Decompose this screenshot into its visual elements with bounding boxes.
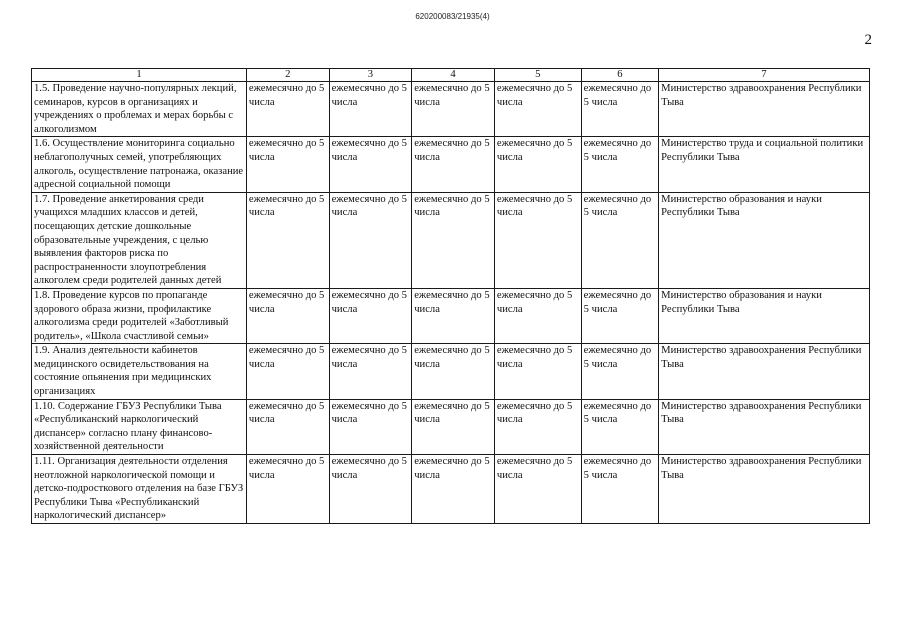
page-number: 2 [864, 32, 872, 48]
table-row [32, 137, 870, 192]
column-header: 3 [329, 69, 412, 82]
term-cell: ежемесячно до 5 числа [246, 399, 329, 454]
term-cell: ежемесячно до 5 числа [412, 399, 495, 454]
term-cell: ежемесячно до 5 числа [581, 344, 658, 399]
responsible-cell: Министерство здравоохранения Республики Тыва [659, 82, 870, 137]
term-cell: ежемесячно до 5 числа [329, 137, 412, 192]
term-cell: ежемесячно до 5 числа [329, 344, 412, 399]
table-row [32, 288, 870, 343]
term-cell: ежемесячно до 5 числа [494, 82, 581, 137]
term-cell: ежемесячно до 5 числа [581, 192, 658, 288]
term-cell: ежемесячно до 5 числа [329, 455, 412, 524]
term-cell: ежемесячно до 5 числа [581, 455, 658, 524]
responsible-cell: Министерство образования и науки Республики Тыва [659, 192, 870, 288]
activity-cell: 1.7. Проведение анкетирования среди учащихся младших классов и детей, посещающих детские дошкольные образовательные учреждения, с целью выявления факторов риска по распространенности злоупотребления алкоголем среди родителей данных детей [32, 192, 247, 288]
responsible-cell: Министерство здравоохранения Республики Тыва [659, 455, 870, 524]
term-cell: ежемесячно до 5 числа [246, 288, 329, 343]
term-cell: ежемесячно до 5 числа [494, 344, 581, 399]
table-row [32, 192, 870, 288]
term-cell: ежемесячно до 5 числа [412, 288, 495, 343]
column-header: 2 [246, 69, 329, 82]
term-cell: ежемесячно до 5 числа [246, 137, 329, 192]
term-cell: ежемесячно до 5 числа [494, 399, 581, 454]
term-cell: ежемесячно до 5 числа [581, 288, 658, 343]
term-cell: ежемесячно до 5 числа [412, 344, 495, 399]
column-header: 6 [581, 69, 658, 82]
table-row [32, 399, 870, 454]
responsible-cell: Министерство труда и социальной политики Республики Тыва [659, 137, 870, 192]
term-cell: ежемесячно до 5 числа [329, 82, 412, 137]
column-header: 4 [412, 69, 495, 82]
column-header: 7 [659, 69, 870, 82]
term-cell: ежемесячно до 5 числа [494, 192, 581, 288]
term-cell: ежемесячно до 5 числа [494, 288, 581, 343]
table-row [32, 82, 870, 137]
table-row [32, 455, 870, 524]
term-cell: ежемесячно до 5 числа [246, 192, 329, 288]
responsible-cell: Министерство здравоохранения Республики Тыва [659, 344, 870, 399]
activity-cell: 1.11. Организация деятельности отделения неотложной наркологической помощи и детско-подросткового отделения на базе ГБУЗ Республики Тыва «Республиканский наркологический диспансер» [32, 455, 247, 524]
term-cell: ежемесячно до 5 числа [581, 399, 658, 454]
document-id: 620200083/21935(4) [415, 12, 490, 21]
table-row [32, 344, 870, 399]
activity-schedule-table [31, 68, 870, 524]
column-header: 1 [32, 69, 247, 82]
term-cell: ежемесячно до 5 числа [329, 192, 412, 288]
term-cell: ежемесячно до 5 числа [329, 399, 412, 454]
column-header: 5 [494, 69, 581, 82]
activity-cell: 1.8. Проведение курсов по пропаганде здорового образа жизни, профилактике алкоголизма среди родителей «Заботливый родитель», «Школа счастливой семьи» [32, 288, 247, 343]
term-cell: ежемесячно до 5 числа [246, 82, 329, 137]
term-cell: ежемесячно до 5 числа [329, 288, 412, 343]
activity-cell: 1.5. Проведение научно-популярных лекций, семинаров, курсов в организациях и учреждениях о проблемах и мерах борьбы с алкоголизмом [32, 82, 247, 137]
responsible-cell: Министерство образования и науки Республики Тыва [659, 288, 870, 343]
term-cell: ежемесячно до 5 числа [412, 192, 495, 288]
column-number-row [32, 69, 870, 82]
term-cell: ежемесячно до 5 числа [494, 137, 581, 192]
term-cell: ежемесячно до 5 числа [246, 344, 329, 399]
term-cell: ежемесячно до 5 числа [412, 455, 495, 524]
term-cell: ежемесячно до 5 числа [581, 137, 658, 192]
term-cell: ежемесячно до 5 числа [412, 137, 495, 192]
activity-cell: 1.9. Анализ деятельности кабинетов медицинского освидетельствования на состояние опьянения при медицинских организациях [32, 344, 247, 399]
responsible-cell: Министерство здравоохранения Республики Тыва [659, 399, 870, 454]
term-cell: ежемесячно до 5 числа [246, 455, 329, 524]
activity-cell: 1.10. Содержание ГБУЗ Республики Тыва «Республиканский наркологический диспансер» согласно плану финансово-хозяйственной деятельности [32, 399, 247, 454]
term-cell: ежемесячно до 5 числа [581, 82, 658, 137]
term-cell: ежемесячно до 5 числа [494, 455, 581, 524]
activity-cell: 1.6. Осуществление мониторинга социально неблагополучных семей, употребляющих алкоголь, осуществление патронажа, оказание адресной социальной помощи [32, 137, 247, 192]
term-cell: ежемесячно до 5 числа [412, 82, 495, 137]
